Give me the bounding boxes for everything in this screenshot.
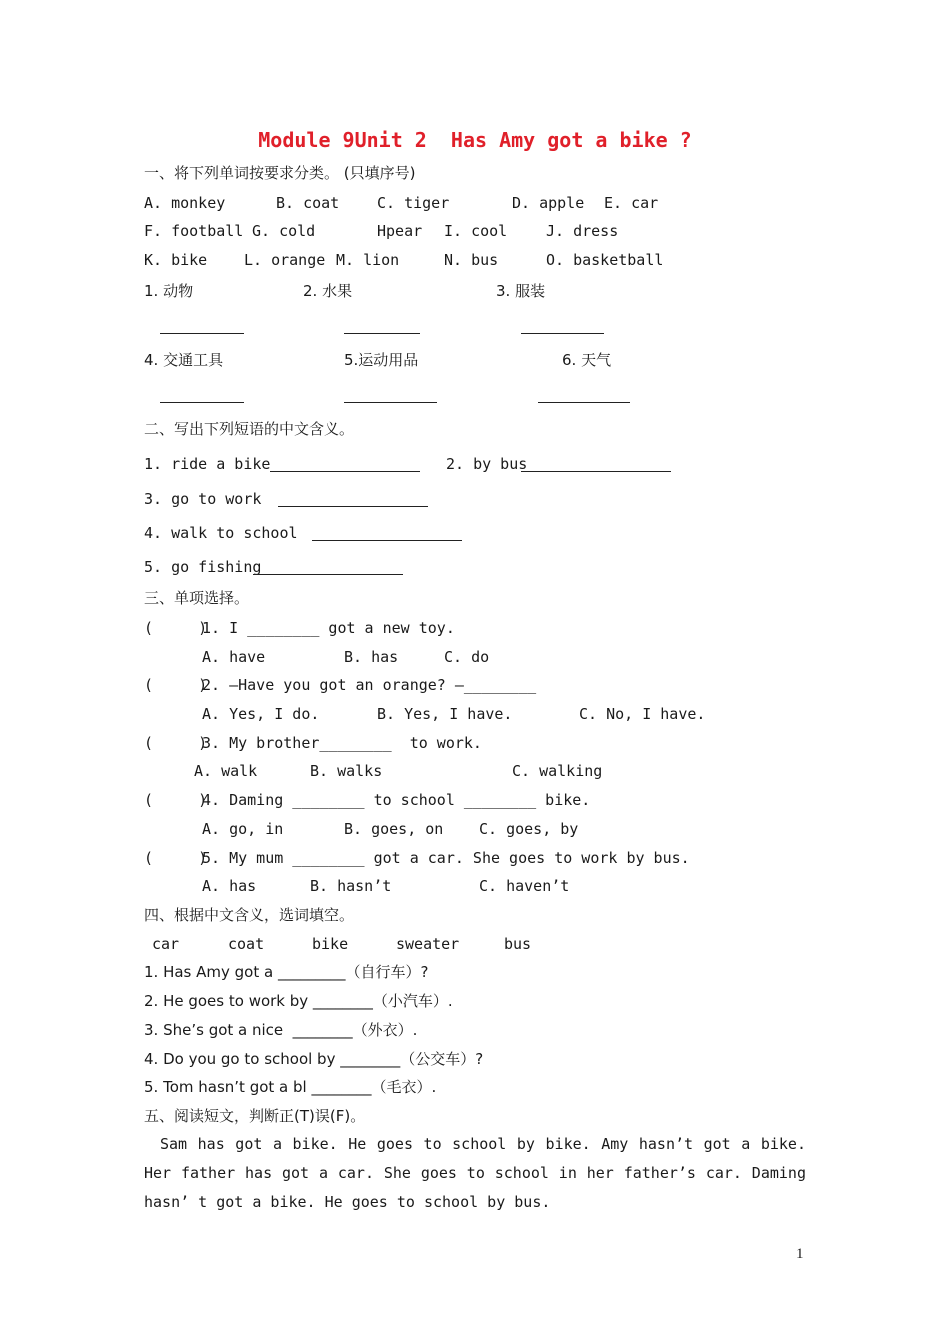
category-label: 2. 水果	[303, 282, 353, 300]
option: C. No, I have.	[579, 705, 706, 723]
answer-blank[interactable]	[278, 506, 428, 507]
phrase-item: 2. by bus	[446, 455, 528, 473]
answer-paren[interactable]: ( )	[144, 849, 208, 867]
word-item: E. car	[604, 194, 659, 212]
option: A. Yes, I do.	[202, 705, 320, 723]
word-item: L. orange	[244, 251, 326, 269]
fill-item: 2. He goes to work by ________（小汽车）.	[144, 992, 453, 1010]
word-bank-item: sweater	[396, 935, 460, 953]
option: A. go, in	[202, 820, 284, 838]
phrase-item: 1. ride a bike	[144, 455, 271, 473]
option: A. have	[202, 648, 266, 666]
answer-blank[interactable]	[344, 333, 420, 334]
section3-heading: 三、单项选择。	[144, 589, 250, 607]
answer-paren[interactable]: ( )	[144, 791, 208, 809]
answer-blank[interactable]	[270, 471, 420, 472]
question-stem: 5. My mum ________ got a car. She goes to work by bus.	[202, 849, 690, 867]
word-item: A. monkey	[144, 194, 226, 212]
option: B. Yes, I have.	[377, 705, 513, 723]
section1-heading: 一、将下列单词按要求分类。 (只填序号)	[144, 164, 416, 182]
option: C. walking	[512, 762, 603, 780]
phrase-item: 3. go to work	[144, 490, 262, 508]
option: C. haven’t	[479, 877, 570, 895]
category-label: 4. 交通工具	[144, 351, 224, 369]
word-item: D. apple	[512, 194, 585, 212]
category-label: 6. 天气	[562, 351, 612, 369]
word-item: O. basketball	[546, 251, 664, 269]
question-stem: 2. —Have you got an orange? —________	[202, 676, 537, 694]
page-title: Module 9Unit 2 Has Amy got a bike ?	[258, 128, 692, 152]
word-item: C. tiger	[377, 194, 450, 212]
word-bank-item: car	[152, 935, 180, 953]
category-label: 3. 服装	[496, 282, 546, 300]
answer-blank[interactable]	[160, 402, 244, 403]
option: B. walks	[310, 762, 383, 780]
answer-blank[interactable]	[344, 402, 437, 403]
answer-blank[interactable]	[521, 471, 671, 472]
word-item: G. cold	[252, 222, 316, 240]
question-stem: 3. My brother________ to work.	[202, 734, 482, 752]
word-bank-item: bike	[312, 935, 349, 953]
fill-item: 5. Tom hasn’t got a bl ________（毛衣）.	[144, 1078, 437, 1096]
phrase-item: 5. go fishing	[144, 558, 262, 576]
option: B. hasn’t	[310, 877, 392, 895]
answer-paren[interactable]: ( )	[144, 676, 208, 694]
answer-paren[interactable]: ( )	[144, 734, 208, 752]
word-bank-item: coat	[228, 935, 265, 953]
category-label: 5.运动用品	[344, 351, 419, 369]
section4-heading: 四、根据中文含义，选词填空。	[144, 906, 355, 924]
word-item: Hpear	[377, 222, 423, 240]
word-item: F. football	[144, 222, 244, 240]
word-item: M. lion	[336, 251, 400, 269]
word-item: I. cool	[444, 222, 508, 240]
word-item: B. coat	[276, 194, 340, 212]
category-label: 1. 动物	[144, 282, 194, 300]
option: C. do	[444, 648, 490, 666]
answer-blank[interactable]	[538, 402, 630, 403]
word-bank-item: bus	[504, 935, 532, 953]
fill-item: 4. Do you go to school by ________（公交车）?	[144, 1050, 484, 1068]
answer-blank[interactable]	[253, 574, 403, 575]
answer-paren[interactable]: ( )	[144, 619, 208, 637]
question-stem: 4. Daming ________ to school ________ bike.	[202, 791, 591, 809]
answer-blank[interactable]	[160, 333, 244, 334]
option: A. walk	[194, 762, 258, 780]
option: A. has	[202, 877, 257, 895]
question-stem: 1. I ________ got a new toy.	[202, 619, 455, 637]
section2-heading: 二、写出下列短语的中文含义。	[144, 420, 355, 438]
answer-blank[interactable]	[521, 333, 604, 334]
reading-passage: Sam has got a bike. He goes to school by bike. Amy hasn’t got a bike. Her father has got a car. She goes to school in her father’s car. Daming hasn’ t got a bike. He goes to school by bus.	[144, 1135, 806, 1211]
fill-item: 3. She’s got a nice ________（外衣）.	[144, 1021, 418, 1039]
section5-heading: 五、阅读短文，判断正(T)误(F)。	[144, 1107, 366, 1125]
option: C. goes, by	[479, 820, 579, 838]
page-number: 1	[796, 1246, 804, 1262]
option: B. goes, on	[344, 820, 444, 838]
answer-blank[interactable]	[312, 540, 462, 541]
option: B. has	[344, 648, 399, 666]
fill-item: 1. Has Amy got a _________（自行车）?	[144, 963, 429, 981]
phrase-item: 4. walk to school	[144, 524, 298, 542]
word-item: J. dress	[546, 222, 619, 240]
word-item: N. bus	[444, 251, 499, 269]
word-item: K. bike	[144, 251, 208, 269]
